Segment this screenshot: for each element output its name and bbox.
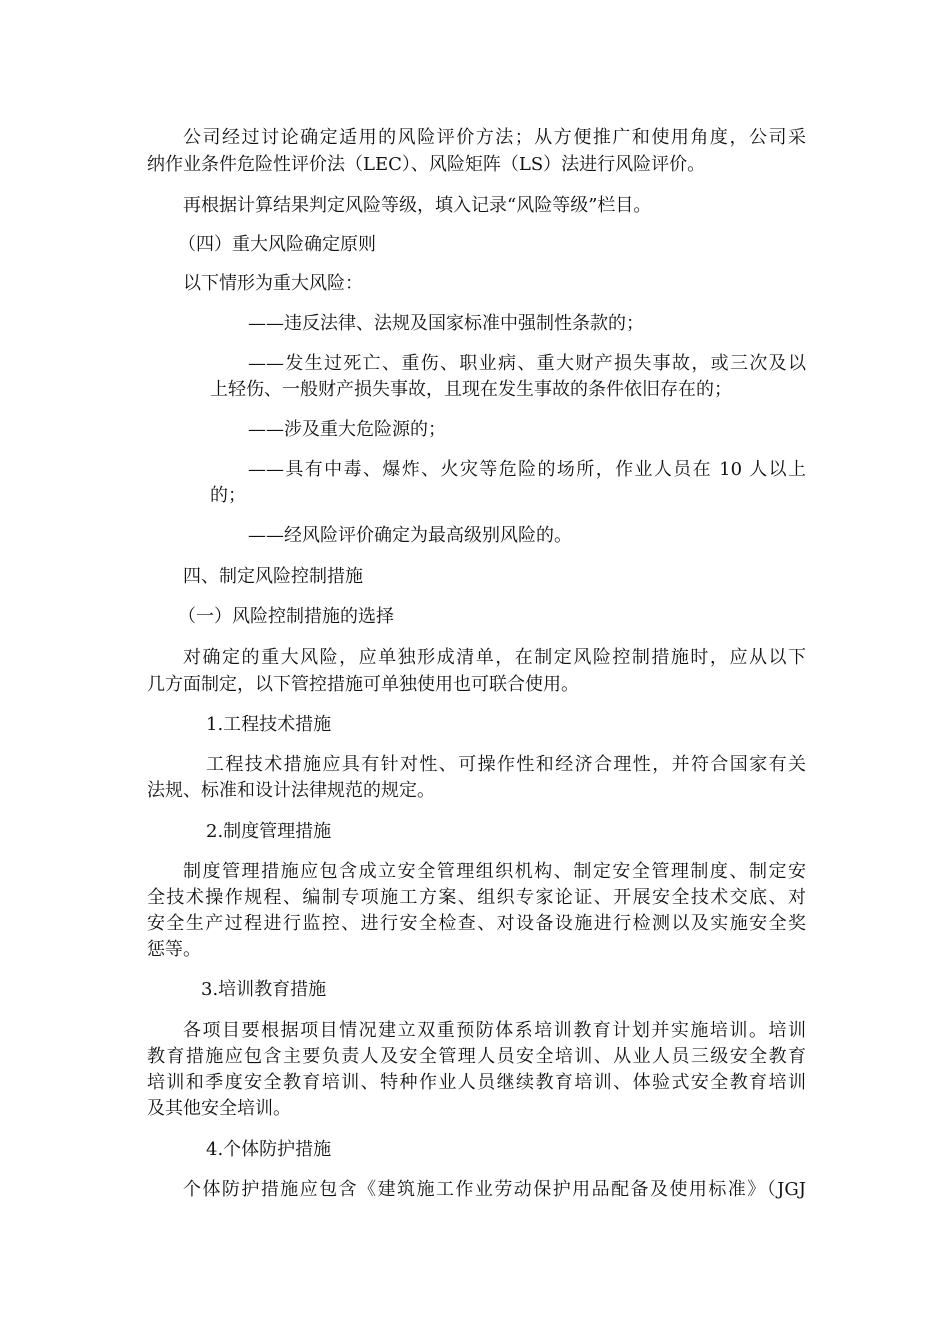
list-item-major-risk-4-line2: 的；	[210, 485, 246, 506]
heading-ppe-measures: 4.个体防护措施	[206, 1139, 332, 1160]
paragraph-training-line4: 及其他安全培训。	[147, 1098, 291, 1119]
paragraph-engineering-line1: 工程技术措施应具有针对性、可操作性和经济合理性，并符合国家有关	[206, 754, 806, 775]
heading-training-measures: 3.培训教育措施	[201, 979, 327, 1000]
paragraph-management-line3: 安全生产过程进行监控、进行安全检查、对设备设施进行检测以及实施安全奖	[147, 913, 806, 934]
paragraph-ppe-line1: 个体防护措施应包含《建筑施工作业劳动保护用品配备及使用标准》（JGJ	[183, 1179, 806, 1200]
paragraph-training-line1: 各项目要根据项目情况建立双重预防体系培训教育计划并实施培训。培训	[183, 1020, 806, 1041]
list-item-major-risk-2-line2: 上轻伤、一般财产损失事故，且现在发生事故的条件依旧存在的；	[210, 379, 732, 400]
heading-management-measures: 2.制度管理措施	[206, 821, 332, 842]
paragraph-management-line2: 全技术操作规程、编制专项施工方案、组织专家论证、开展安全技术交底、对	[147, 887, 806, 908]
paragraph-management-line4: 惩等。	[147, 939, 201, 960]
paragraph-control-selection-line1: 对确定的重大风险，应单独形成清单，在制定风险控制措施时，应从以下	[183, 647, 806, 668]
list-item-major-risk-4-line1: ——具有中毒、爆炸、火灾等危险的场所，作业人员在 10 人以上	[248, 459, 806, 480]
paragraph-training-line2: 教育措施应包含主要负责人及安全管理人员安全培训、从业人员三级安全教育	[147, 1046, 806, 1067]
heading-major-risk-principles: （四）重大风险确定原则	[178, 234, 376, 255]
paragraph-training-line3: 培训和季度安全教育培训、特种作业人员继续教育培训、体验式安全教育培训	[147, 1072, 806, 1093]
paragraph-risk-method-line1: 公司经过讨论确定适用的风险评价方法；从方便推广和使用角度，公司采	[183, 127, 806, 148]
heading-control-selection: （一）风险控制措施的选择	[178, 606, 394, 627]
list-item-major-risk-2-line1: ——发生过死亡、重伤、职业病、重大财产损失事故，或三次及以	[248, 353, 806, 374]
list-item-major-risk-1: ——违反法律、法规及国家标准中强制性条款的；	[248, 313, 644, 334]
heading-section-4: 四、制定风险控制措施	[183, 566, 363, 587]
paragraph-control-selection-line2: 几方面制定，以下管控措施可单独使用也可联合使用。	[147, 674, 579, 695]
paragraph-management-line1: 制度管理措施应包含成立安全管理组织机构、制定安全管理制度、制定安	[183, 861, 806, 882]
paragraph-risk-method-line2: 纳作业条件危险性评价法（LEC）、风险矩阵（LS）法进行风险评价。	[147, 154, 706, 175]
heading-engineering-measures: 1.工程技术措施	[206, 714, 332, 735]
list-item-major-risk-5: ——经风险评价确定为最高级别风险的。	[248, 525, 572, 546]
list-item-major-risk-3: ——涉及重大危险源的；	[248, 419, 446, 440]
paragraph-risk-level: 再根据计算结果判定风险等级，填入记录“风险等级”栏目。	[183, 195, 652, 216]
paragraph-engineering-line2: 法规、标准和设计法律规范的规定。	[147, 780, 435, 801]
paragraph-major-risk-intro: 以下情形为重大风险：	[183, 273, 363, 294]
